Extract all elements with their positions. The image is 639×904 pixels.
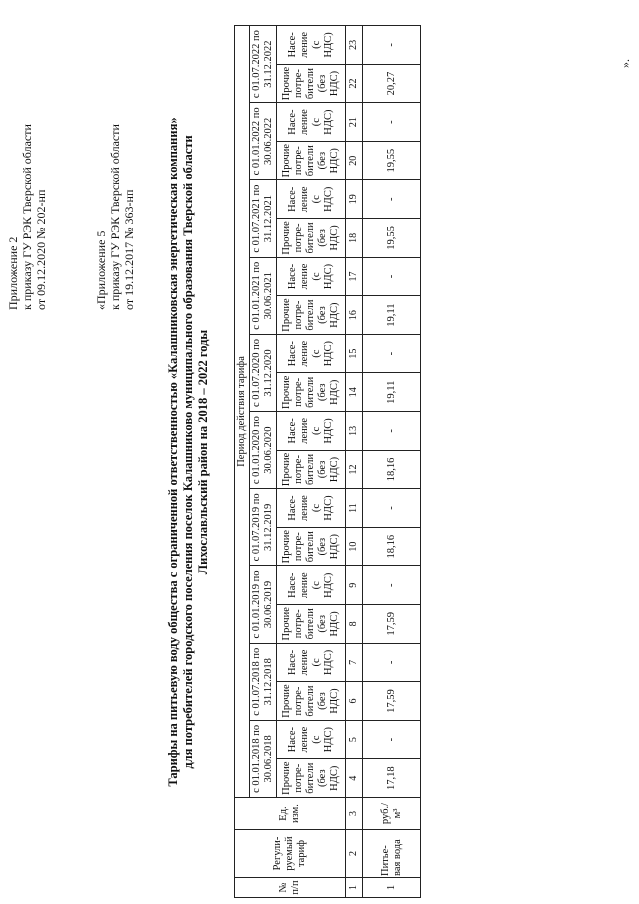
column-number: 16 — [346, 296, 363, 335]
sub-header-other: Прочие потре-бители (без НДС) — [277, 605, 346, 644]
period-header: Период действия тарифа — [235, 25, 250, 797]
consumer-group-row — [277, 25, 346, 897]
column-header-tariff: Регули-руемый тариф — [235, 830, 346, 878]
period-cell: с 01.07.2022 по 31.12.2022 — [250, 25, 277, 102]
closing-quote: ». — [618, 59, 632, 68]
column-number: 7 — [346, 643, 363, 682]
column-number: 13 — [346, 412, 363, 451]
tariff-value: 19,55 — [363, 141, 421, 180]
header-line: к приказу ГУ РЭК Тверской области — [20, 124, 34, 310]
tariff-table — [234, 25, 421, 898]
tariff-value: - — [363, 334, 421, 373]
header-line: «Приложение 5 — [94, 230, 108, 310]
column-number: 20 — [346, 141, 363, 180]
tariff-value: - — [363, 257, 421, 296]
tariff-name: Питье-вая вода — [363, 830, 421, 878]
column-number: 4 — [346, 759, 363, 798]
appendix-header-new — [6, 10, 48, 310]
column-number: 9 — [346, 566, 363, 605]
column-number: 3 — [346, 798, 363, 830]
column-number-row — [346, 25, 363, 897]
period-cell: с 01.01.2022 по 30.06.2022 — [250, 103, 277, 180]
tariff-value: 19,55 — [363, 219, 421, 258]
sub-header-population: Насе-ление (с НДС) — [277, 643, 346, 682]
tariff-value: - — [363, 643, 421, 682]
sub-header-population: Насе-ление (с НДС) — [277, 720, 346, 759]
sub-header-population: Насе-ление (с НДС) — [277, 180, 346, 219]
header-line: от 19.12.2017 № 363-нп — [122, 189, 136, 310]
column-number: 22 — [346, 64, 363, 103]
table-header-row — [235, 25, 250, 897]
tariff-value: 18,16 — [363, 527, 421, 566]
tariff-value: 19,11 — [363, 373, 421, 412]
column-number: 2 — [346, 830, 363, 878]
tariff-value: 17,59 — [363, 682, 421, 721]
period-cell: с 01.01.2018 по 30.06.2018 — [250, 720, 277, 797]
sub-header-population: Насе-ление (с НДС) — [277, 334, 346, 373]
tariff-value: - — [363, 103, 421, 142]
period-cell: с 01.01.2019 по 30.06.2019 — [250, 566, 277, 643]
title-line: Лихославльский район на 2018 – 2022 годы — [196, 329, 210, 575]
sub-header-other: Прочие потре-бители (без НДС) — [277, 296, 346, 335]
column-header-unit: Ед. изм. — [235, 798, 346, 830]
column-number: 12 — [346, 450, 363, 489]
sub-header-other: Прочие потре-бители (без НДС) — [277, 682, 346, 721]
sub-header-other: Прочие потре-бители (без НДС) — [277, 527, 346, 566]
tariff-value: - — [363, 412, 421, 451]
tariff-value: - — [363, 180, 421, 219]
column-number: 18 — [346, 219, 363, 258]
column-number: 6 — [346, 682, 363, 721]
sub-header-population: Насе-ление (с НДС) — [277, 412, 346, 451]
sub-header-population: Насе-ление (с НДС) — [277, 103, 346, 142]
column-number: 10 — [346, 527, 363, 566]
column-number: 14 — [346, 373, 363, 412]
sub-header-other: Прочие потре-бители (без НДС) — [277, 64, 346, 103]
column-number: 15 — [346, 334, 363, 373]
header-line: Приложение 2 — [6, 236, 20, 310]
sub-header-population: Насе-ление (с НДС) — [277, 566, 346, 605]
column-number: 1 — [346, 878, 363, 898]
title-line: Тарифы на питьевую воду общества с ограниченной ответственностью «Калашниковская энергетическая компания» — [166, 117, 180, 787]
period-cell: с 01.01.2020 по 30.06.2020 — [250, 412, 277, 489]
sub-header-population: Насе-ление (с НДС) — [277, 25, 346, 64]
tariff-value: 19,11 — [363, 296, 421, 335]
tariff-value: - — [363, 720, 421, 759]
column-number: 17 — [346, 257, 363, 296]
tariff-value: - — [363, 25, 421, 64]
sub-header-population: Насе-ление (с НДС) — [277, 257, 346, 296]
period-cell: с 01.07.2020 по 31.12.2020 — [250, 334, 277, 411]
row-number: 1 — [363, 878, 421, 898]
column-number: 8 — [346, 605, 363, 644]
tariff-value: 17,59 — [363, 605, 421, 644]
sub-header-other: Прочие потре-бители (без НДС) — [277, 450, 346, 489]
header-line: от 09.12.2020 № 202-нп — [34, 189, 48, 310]
title-line: для потребителей городского поселения поселок Калашниково муниципального образования Тверской области — [181, 135, 195, 769]
document-title — [166, 0, 211, 904]
column-number: 11 — [346, 489, 363, 528]
period-cell: с 01.07.2021 по 31.12.2021 — [250, 180, 277, 257]
tariff-value: 20,27 — [363, 64, 421, 103]
sub-header-population: Насе-ление (с НДС) — [277, 489, 346, 528]
column-number: 5 — [346, 720, 363, 759]
appendix-header-old — [94, 10, 136, 310]
column-header-number: № п/п — [235, 878, 346, 898]
period-row — [250, 25, 277, 897]
tariff-value: - — [363, 489, 421, 528]
period-cell: с 01.07.2019 по 31.12.2019 — [250, 489, 277, 566]
column-number: 21 — [346, 103, 363, 142]
unit-cell: руб./м³ — [363, 798, 421, 830]
period-cell: с 01.01.2021 по 30.06.2021 — [250, 257, 277, 334]
column-number: 23 — [346, 25, 363, 64]
tariff-value: 18,16 — [363, 450, 421, 489]
sub-header-other: Прочие потре-бители (без НДС) — [277, 219, 346, 258]
tariff-value: 17,18 — [363, 759, 421, 798]
column-number: 19 — [346, 180, 363, 219]
period-cell: с 01.07.2018 по 31.12.2018 — [250, 643, 277, 720]
sub-header-other: Прочие потре-бители (без НДС) — [277, 141, 346, 180]
tariff-value: - — [363, 566, 421, 605]
sub-header-other: Прочие потре-бители (без НДС) — [277, 373, 346, 412]
sub-header-other: Прочие потре-бители (без НДС) — [277, 759, 346, 798]
header-line: к приказу ГУ РЭК Тверской области — [108, 124, 122, 310]
table-row — [363, 25, 421, 897]
